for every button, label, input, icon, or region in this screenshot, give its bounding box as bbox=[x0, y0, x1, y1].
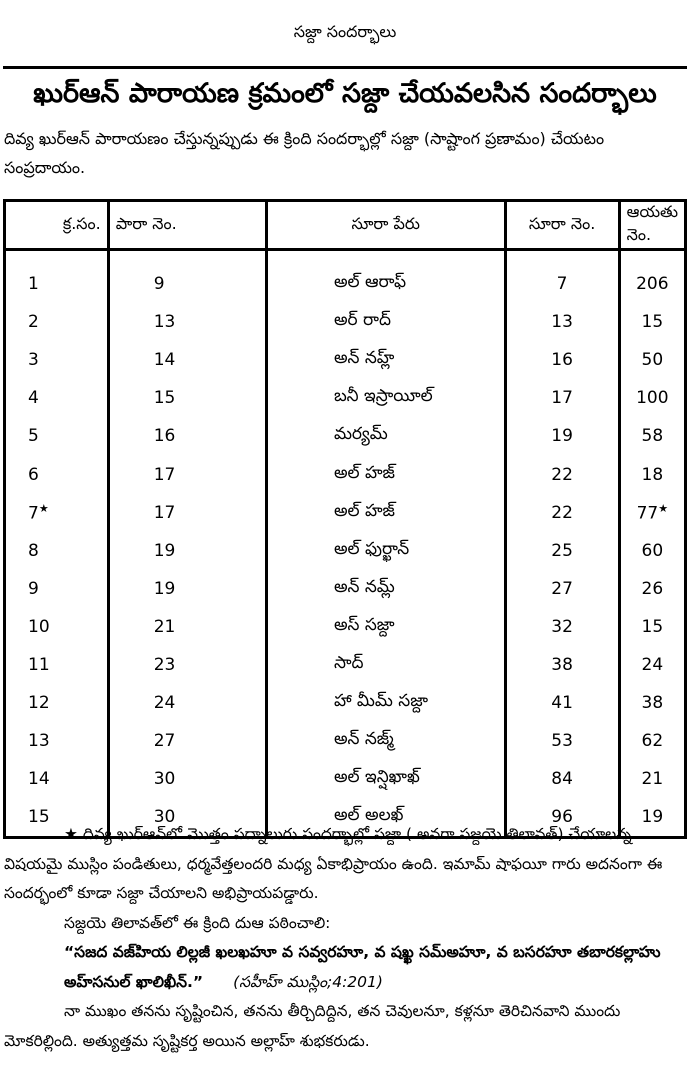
table-row bbox=[5, 303, 686, 341]
table-row bbox=[5, 341, 686, 379]
cell-surah-name bbox=[266, 532, 505, 570]
table-row bbox=[5, 494, 686, 532]
header-surah-no: సూరా నెం. bbox=[505, 201, 619, 250]
para-value: 17 bbox=[153, 502, 176, 523]
cell-surah-name bbox=[266, 379, 505, 417]
sajda-table bbox=[3, 199, 687, 839]
cell-serial bbox=[5, 646, 109, 684]
surah-no-value: 27 bbox=[551, 578, 573, 599]
para-value: 30 bbox=[153, 807, 176, 828]
header-rule bbox=[3, 66, 687, 69]
serial-value: 5 bbox=[28, 426, 39, 447]
cell-serial bbox=[5, 455, 109, 493]
serial-value: 6 bbox=[28, 464, 39, 485]
para-value: 15 bbox=[153, 388, 176, 409]
cell-surah-no bbox=[505, 303, 619, 341]
serial-value: 15 bbox=[28, 807, 50, 828]
table-row bbox=[5, 684, 686, 722]
cell-serial bbox=[5, 722, 109, 760]
surah-name-value: అల్ హజ్ bbox=[333, 500, 395, 521]
cell-surah-no bbox=[505, 341, 619, 379]
cell-para bbox=[108, 455, 266, 493]
para-value: 16 bbox=[153, 426, 176, 447]
cell-surah-no bbox=[505, 722, 619, 760]
surah-name-value: అస్ సజ్దా bbox=[333, 614, 395, 635]
cell-surah-name bbox=[266, 570, 505, 608]
cell-surah-name bbox=[266, 417, 505, 455]
cell-ayah-no bbox=[619, 570, 685, 608]
surah-name-value: అల్ హజ్ bbox=[333, 462, 395, 483]
cell-para bbox=[108, 303, 266, 341]
cell-surah-no bbox=[505, 646, 619, 684]
cell-surah-name bbox=[266, 722, 505, 760]
surah-no-value: 17 bbox=[551, 388, 573, 409]
ayah-no-value: 50 bbox=[641, 350, 664, 371]
cell-surah-no bbox=[505, 250, 619, 304]
serial-value: 7 bbox=[28, 503, 39, 524]
cell-ayah-no bbox=[619, 455, 685, 493]
para-value: 30 bbox=[153, 769, 176, 790]
para-value: 17 bbox=[153, 464, 176, 485]
cell-para bbox=[108, 494, 266, 532]
footer-notes bbox=[4, 820, 686, 1056]
table-row bbox=[5, 532, 686, 570]
cell-para bbox=[108, 646, 266, 684]
ayah-no-value: 38 bbox=[641, 693, 664, 714]
cell-serial bbox=[5, 760, 109, 798]
cell-ayah-no bbox=[619, 608, 685, 646]
surah-name-value: అన్ నమ్ల్ bbox=[333, 576, 395, 597]
header-surah-name: సూరా పేరు bbox=[266, 201, 505, 250]
cell-ayah-no bbox=[619, 760, 685, 798]
surah-no-value: 53 bbox=[551, 731, 573, 752]
serial-value: 3 bbox=[28, 350, 39, 371]
table-row bbox=[5, 722, 686, 760]
table-row bbox=[5, 608, 686, 646]
cell-ayah-no bbox=[619, 417, 685, 455]
surah-no-value: 96 bbox=[551, 807, 573, 828]
cell-serial bbox=[5, 303, 109, 341]
cell-ayah-no bbox=[619, 303, 685, 341]
cell-surah-no bbox=[505, 455, 619, 493]
ayah-no-value: 15 bbox=[641, 312, 664, 333]
ayah-no-value: 58 bbox=[641, 426, 664, 447]
table-row bbox=[5, 646, 686, 684]
ayah-no-value: 62 bbox=[641, 731, 664, 752]
star-note: ★ దివ్య ఖుర్‌ఆన్‌లో మొత్తం పద్నాలుగు సందర్భాల్లో సజ్దా ( అనగా సజ్దయె తిలావత్) చేయాలన్న విషయమై ముస్లిం పండితులు, ధర్మవేత్తలందరి మధ్య ఏకాభిప్రాయం ఉంది. ఇమామ్ షాఫయీ గారు అదనంగా ఈ సందర్భంలో కూడా సజ్దా చేయాలని అభిప్రాయపడ్డారు. bbox=[4, 825, 663, 902]
cell-ayah-no bbox=[619, 379, 685, 417]
cell-surah-name bbox=[266, 494, 505, 532]
cell-surah-name bbox=[266, 455, 505, 493]
cell-para bbox=[108, 570, 266, 608]
cell-surah-name bbox=[266, 760, 505, 798]
surah-name-value: అల్ అలఖ్ bbox=[333, 805, 404, 826]
para-value: 9 bbox=[153, 274, 165, 295]
surah-name-value: బనీ ఇస్రాయీల్ bbox=[333, 386, 433, 407]
cell-surah-name bbox=[266, 250, 505, 304]
dua-intro: సజ్దయె తిలావత్‌లో ఈ క్రింది దుఆ పఠించాలి: bbox=[64, 913, 331, 932]
cell-serial bbox=[5, 494, 109, 532]
serial-value: 12 bbox=[28, 693, 50, 714]
cell-serial bbox=[5, 532, 109, 570]
surah-name-value: హా మీమ్ సజ్దా bbox=[333, 691, 428, 712]
serial-value: 2 bbox=[28, 312, 39, 333]
cell-para bbox=[108, 250, 266, 304]
para-value: 19 bbox=[153, 540, 176, 561]
serial-value: 1 bbox=[28, 274, 39, 295]
ayah-no-value: 60 bbox=[641, 540, 664, 561]
surah-no-value: 38 bbox=[551, 654, 573, 675]
serial-value: 8 bbox=[28, 540, 39, 561]
cell-surah-name bbox=[266, 608, 505, 646]
surah-name-value: మర్యమ్ bbox=[333, 424, 388, 445]
para-value: 14 bbox=[153, 350, 176, 371]
header-para: పారా నెం. bbox=[108, 201, 266, 250]
cell-ayah-no bbox=[619, 341, 685, 379]
table-row bbox=[5, 379, 686, 417]
surah-no-value: 25 bbox=[551, 540, 573, 561]
cell-para bbox=[108, 379, 266, 417]
para-value: 21 bbox=[153, 616, 176, 637]
para-value: 23 bbox=[153, 654, 176, 675]
cell-para bbox=[108, 684, 266, 722]
cell-surah-no bbox=[505, 608, 619, 646]
cell-serial bbox=[5, 417, 109, 455]
surah-name-value: అల్ ఇన్షిఖాఖ్ bbox=[333, 767, 420, 788]
star-icon: ★ bbox=[38, 501, 49, 515]
serial-value: 13 bbox=[28, 731, 50, 752]
table-row bbox=[5, 570, 686, 608]
ayah-no-value: 100 bbox=[636, 388, 669, 409]
cell-surah-name bbox=[266, 303, 505, 341]
cell-surah-no bbox=[505, 532, 619, 570]
cell-ayah-no bbox=[619, 646, 685, 684]
cell-ayah-no bbox=[619, 722, 685, 760]
cell-para bbox=[108, 760, 266, 798]
ayah-no-value: 26 bbox=[641, 578, 664, 599]
surah-no-value: 16 bbox=[551, 350, 573, 371]
header-ayah-no: ఆయతు నెం. bbox=[619, 201, 685, 250]
table-row bbox=[5, 455, 686, 493]
cell-surah-no bbox=[505, 379, 619, 417]
surah-name-value: అర్ రాద్ bbox=[333, 310, 391, 331]
table-row bbox=[5, 760, 686, 798]
cell-ayah-no bbox=[619, 532, 685, 570]
para-value: 27 bbox=[153, 731, 176, 752]
ayah-no-value: 77 bbox=[636, 503, 659, 524]
surah-name-value: సాద్ bbox=[333, 652, 364, 673]
serial-value: 14 bbox=[28, 769, 50, 790]
surah-name-value: అల్ ఆరాఫ్ bbox=[333, 272, 407, 293]
cell-surah-name bbox=[266, 646, 505, 684]
cell-serial bbox=[5, 570, 109, 608]
para-value: 19 bbox=[153, 578, 176, 599]
cell-para bbox=[108, 341, 266, 379]
serial-value: 9 bbox=[28, 578, 39, 599]
serial-value: 11 bbox=[28, 654, 50, 675]
ayah-no-value: 15 bbox=[641, 616, 664, 637]
dua-translation: నా ముఖం తనను సృష్టించిన, తనను తీర్చిదిద్దిన, తన చెవులనూ, కళ్లనూ తెరిచినవాని ముందు మోకరిల్లింది. అత్యుత్తమ సృష్టికర్త అయిన అల్లాహ్ శుభకరుడు. bbox=[4, 1002, 621, 1050]
ayah-no-value: 21 bbox=[641, 769, 664, 790]
cell-para bbox=[108, 608, 266, 646]
table-row bbox=[5, 250, 686, 304]
surah-no-value: 13 bbox=[551, 312, 573, 333]
ayah-no-value: 24 bbox=[641, 654, 664, 675]
cell-serial bbox=[5, 250, 109, 304]
surah-name-value: అన్ నహ్ల్ bbox=[333, 348, 395, 369]
surah-name-value: అన్ నజ్మ్ bbox=[333, 729, 394, 750]
surah-no-value: 32 bbox=[551, 616, 573, 637]
dua-citation: (సహీహ్ ముస్లిం;4:201) bbox=[233, 972, 383, 991]
cell-surah-no bbox=[505, 494, 619, 532]
cell-surah-no bbox=[505, 570, 619, 608]
dua-text bbox=[4, 938, 686, 997]
surah-name-value: అల్ ఫుర్ఖాన్ bbox=[333, 538, 410, 559]
cell-para bbox=[108, 722, 266, 760]
cell-ayah-no bbox=[619, 250, 685, 304]
cell-serial bbox=[5, 608, 109, 646]
cell-surah-no bbox=[505, 760, 619, 798]
cell-para bbox=[108, 532, 266, 570]
page-title: ఖుర్‌ఆన్ పారాయణ క్రమంలో సజ్దా చేయవలసిన సందర్భాలు bbox=[33, 78, 657, 109]
ayah-no-value: 18 bbox=[641, 464, 664, 485]
cell-ayah-no bbox=[619, 684, 685, 722]
cell-ayah-no bbox=[619, 494, 685, 532]
surah-no-value: 22 bbox=[551, 502, 573, 523]
cell-serial bbox=[5, 379, 109, 417]
cell-serial bbox=[5, 341, 109, 379]
ayah-no-value: 206 bbox=[636, 274, 669, 295]
cell-surah-no bbox=[505, 684, 619, 722]
cell-surah-name bbox=[266, 684, 505, 722]
table-row bbox=[5, 417, 686, 455]
intro-paragraph: దివ్య ఖుర్‌ఆన్ పారాయణం చేస్తున్నప్పుడు ఈ క్రింది సందర్భాల్లో సజ్దా (సాష్టాంగ ప్రణామం) చేయటం సంప్రదాయం. bbox=[4, 129, 605, 177]
ayah-no-value: 19 bbox=[641, 807, 664, 828]
header-serial: క్ర.సం. bbox=[5, 201, 109, 250]
cell-surah-name bbox=[266, 341, 505, 379]
star-icon: ★ bbox=[658, 501, 669, 515]
cell-surah-no bbox=[505, 417, 619, 455]
serial-value: 4 bbox=[28, 388, 39, 409]
surah-no-value: 7 bbox=[556, 274, 568, 295]
para-value: 13 bbox=[153, 312, 176, 333]
serial-value: 10 bbox=[28, 616, 50, 637]
running-head: సజ్దా సందర్భాలు bbox=[293, 22, 397, 41]
surah-no-value: 22 bbox=[551, 464, 573, 485]
cell-serial bbox=[5, 684, 109, 722]
cell-para bbox=[108, 417, 266, 455]
surah-no-value: 84 bbox=[551, 769, 573, 790]
surah-no-value: 19 bbox=[551, 426, 573, 447]
surah-no-value: 41 bbox=[551, 693, 573, 714]
para-value: 24 bbox=[153, 693, 176, 714]
dua-arabic-transliteration: “సజద వజ్‌హియ లిల్లజీ ఖలఖహూ వ సవ్వరహూ, వ షఖ్ఖ సమ్‌అహూ, వ బసరహూ తబారకల్లాహు అహ్‌సనుల్ ఖాలిఖీన్.” bbox=[64, 943, 661, 991]
table-header-row bbox=[5, 201, 686, 250]
